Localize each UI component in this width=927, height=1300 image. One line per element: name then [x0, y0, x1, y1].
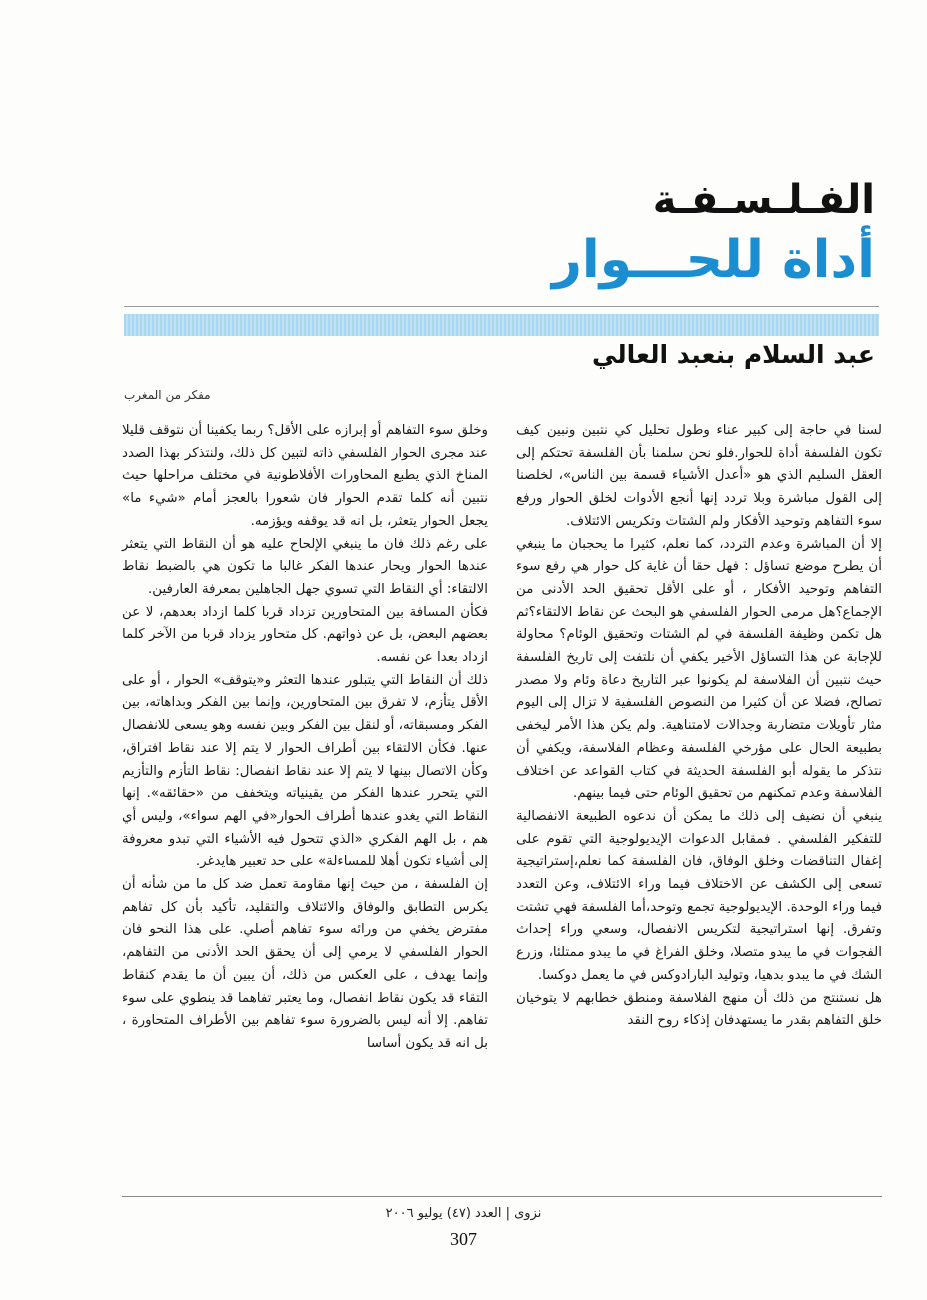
paragraph: إن الفلسفة ، من حيث إنها مقاومة تعمل ضد كل ما من شأنه أن يكرس التطابق والوفاق والائتلاف والتقليد، تأكيد بأن كل تفاهم مفترض يخفي من ورائه سوء تفاهم أصلي. على هذا النحو فان الحوار الفلسفي لا يرمي إلى أن يحقق الحد الأدنى من التفاهم، وإنما يهدف ، على العكس من ذلك، أن يبين أن ما يقدم كنقاط التقاء قد يكون نقاط انفصال، وما يعتبر تفاهما قد ينطوي على سوء تفاهم. إلا أنه ليس بالضرورة سوء تفاهم بين الأطراف المتحاورة ، بل انه قد يكون أساسا — [122, 877, 488, 1051]
text-column-right — [516, 420, 882, 1033]
author-role: مفكر من المغرب — [124, 388, 211, 402]
paragraph: ينبغي أن نضيف إلى ذلك ما يمكن أن ندعوه الطبيعة الانفصالية للتفكير الفلسفي . فمقابل الدعوات الإيديولوجية التي تقوم على إغفال التناقضات وخلق الوفاق، فان الفلسفة كما نعلم،إستراتيجية تسعى إلى الكشف عن الاختلاف فيما وراء الائتلاف، وعن التعدد فيما وراء الوحدة. الإيديولوجية تجمع وتوحد،أما الفلسفة فهي تشتت وتفرق. إنها استراتيجية لتكريس الانفصال، وسعي وراء إحداث الفجوات في ما يبدو متصلا، وخلق الفراغ في ما يبدو ممتلئا، وزرع الشك في ما يبدو بدهيا، وتوليد البارادوكس في ما يعمل دوكسا. — [516, 808, 882, 983]
footer-divider — [122, 1196, 882, 1197]
issue-info: نزوى | العدد (٤٧) يوليو ٢٠٠٦ — [385, 1206, 542, 1221]
paragraph: ذلك أن النقاط التي يتبلور عندها التعثر و«يتوقف» الحوار ، أو على الأقل يتأزم، لا تفرق بين المتحاورين، وإنما بين الفكر وبداهاته، بين الفكر ومسبقاته، أو لنقل بين الفكر وبين نفسه وهو يسعى للانفصال عنها. فكأن الالتقاء بين أطراف الحوار لا يتم إلا عند نقاط افتراق، وكأن الاتصال بينها لا يتم إلا عند نقاط انفصال: نقاط التأزم والتأزيم التي يتحرر عندها الفكر من يقينياته ويتخفف من «حقائقه». إنها النقاط التي يغدو عندها أطراف الحوار«في الهم سواء»، وليس أي هم ، بل الهم الفكري «الذي تتحول فيه الأشياء التي تبدو معروفة إلى أشياء تكون أهلا للمساءلة» على حد تعبير هايدغر. — [122, 672, 488, 870]
section-kicker: الفـلـسـفـة — [652, 177, 875, 223]
paragraph: على رغم ذلك فان ما ينبغي الإلحاح عليه هو أن النقاط التي يتعثر عندها الحوار ويحار عندها الفكر غالبا ما تكون هي بالضبط نقاط الالتقاء: أي النقاط التي تسوي جهل الجاهلين بمعرفة العارفين. — [122, 536, 488, 597]
paragraph: هل نستنتج من ذلك أن منهج الفلاسفة ومنطق خطابهم لا يتوخيان خلق التفاهم بقدر ما يستهدفان إذكاء روح النقد — [516, 990, 882, 1029]
page-number: 307 — [450, 1229, 477, 1249]
text-column-left — [122, 420, 488, 1056]
author-name: عبد السلام بنعبد العالي — [591, 340, 875, 369]
paragraph: إلا أن المباشرة وعدم التردد، كما نعلم، كثيرا ما يحجبان ما ينبغي أن يطرح موضع تساؤل : فهل حقا أن غاية كل حوار هي رفع سوء التفاهم وتوحيد الأفكار ، أو على الأقل تحقيق الحد الأدنى من الإجماع؟هل مرمى الحوار الفلسفي هو البحث عن نقاط الالتقاء؟ثم هل تكمن وظيفة الفلسفة في لم الشتات وتحقيق الوئام؟ محاولة للإجابة عن هذا التساؤل الأخير يكفي أن نلتفت إلى تاريخ الفلسفة حيث نتبين أن الفلاسفة لم يكونوا عبر التاريخ دعاة وئام ولا مصدر تصالح، فضلا عن أن كثيرا من النصوص الفلسفية لا تزال إلى اليوم مثار تأويلات متضاربة وجدالات لامتناهية. ولم يكن هذا الأمر ليخفى بطبيعة الحال على مؤرخي الفلسفة وعظام الفلاسفة، ويكفي أن نتذكر ما يقوله أبو الفلسفة الحديثة في كتاب القواعد عن اختلاف الفلاسفة وعدم تمكنهم من تحقيق الوئام حتى فيما بينهم. — [516, 536, 882, 802]
decorative-band — [124, 314, 879, 336]
paragraph: لسنا في حاجة إلى كبير عناء وطول تحليل كي نتبين ونبين كيف تكون الفلسفة أداة للحوار.فلو نحن سلمنا بأن الفلسفة تحتكم إلى العقل السليم الذي هو «أعدل الأشياء قسمة بين الناس»، لخلصنا إلى القول مباشرة وبلا تردد إنها أنجع الأدوات لخلق الحوار ورفع سوء التفاهم وتوحيد الأفكار ولم الشتات وتكريس الائتلاف. — [516, 423, 882, 529]
paragraph: فكأن المسافة بين المتحاورين تزداد قربا كلما ازداد بعدهم، لا عن بعضهم البعض، بل عن ذواتهم. كل متحاور يزداد قربا من الآخر كلما ازداد بعدا عن نفسه. — [122, 604, 488, 666]
title-divider — [124, 306, 879, 307]
article-title: أداة للحـــوار — [551, 230, 875, 290]
paragraph: وخلق سوء التفاهم أو إبرازه على الأقل؟ ربما يكفينا أن نتوقف قليلا عند مجرى الحوار الفلسفي ذاته لتبين كل ذلك، ولنتذكر بهذا الصدد المناخ الذي يطبع المحاورات الأفلاطونية في مختلف مراحلها حيث نتبين أنه كلما تقدم الحوار فان شعورا بالعجز أمام «شيء ما» يجعل الحوار يتعثر، بل انه قد يوقفه ويؤزمه. — [122, 423, 488, 529]
